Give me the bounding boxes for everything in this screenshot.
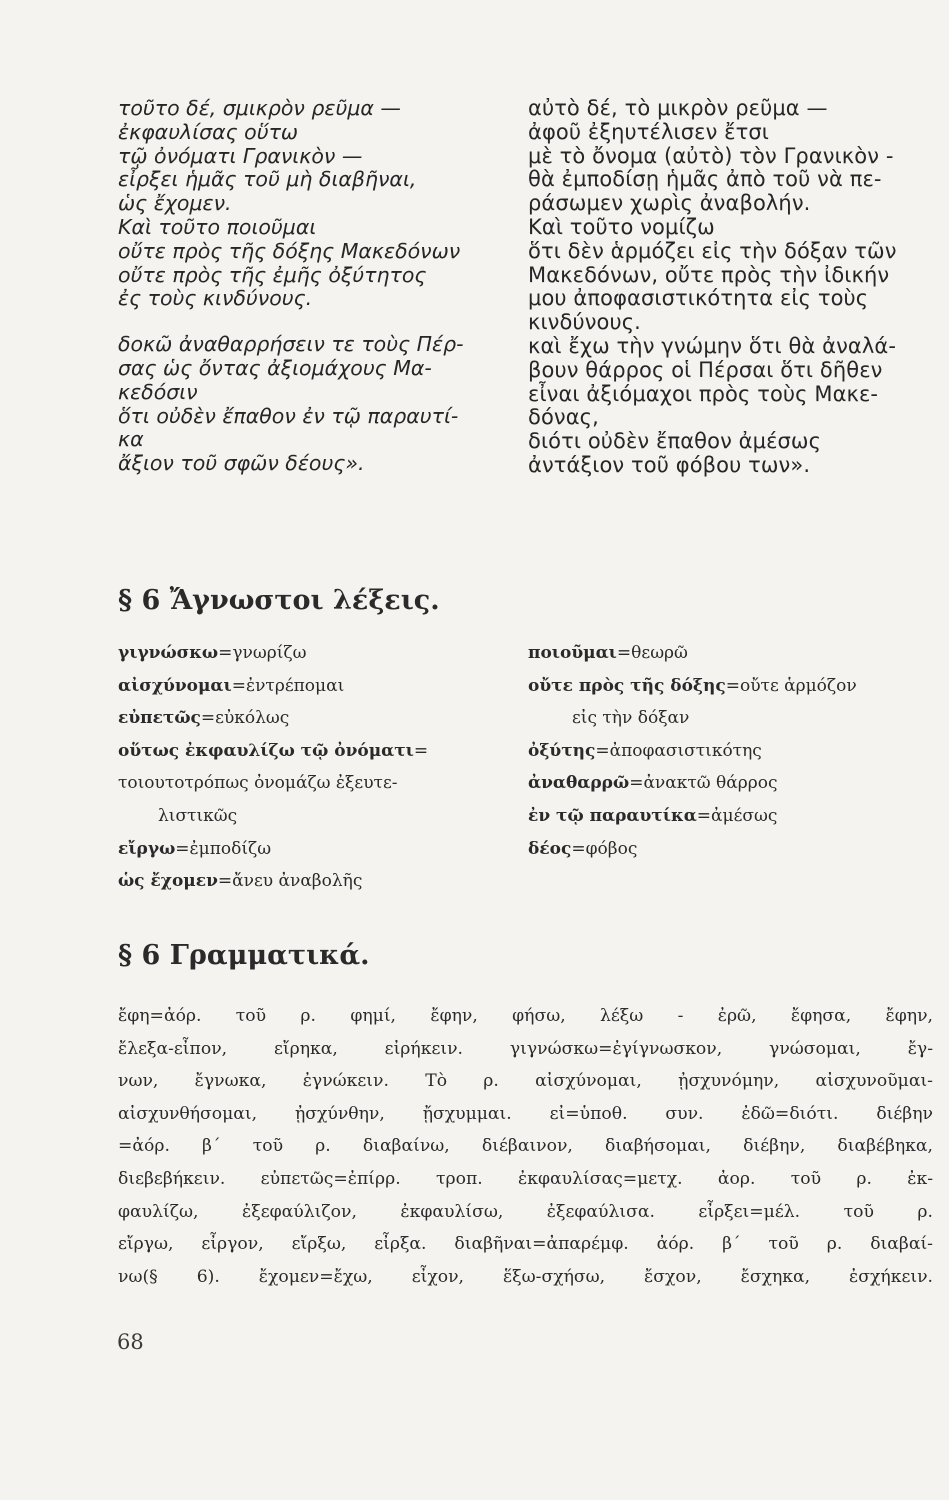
vocabulary-word: αἰσχύνομαι [118, 675, 232, 696]
text-line: κινδύνους. [528, 310, 641, 335]
vocabulary-entry [118, 865, 518, 898]
blank-line [118, 311, 518, 333]
equals-sign: = [595, 740, 610, 761]
equals-sign: = [231, 675, 246, 696]
text-line: δόνας, [528, 405, 599, 430]
vocabulary-word: ἐν τῷ παραυτίκα [528, 805, 697, 826]
vocabulary-entry [528, 735, 948, 768]
equals-sign: = [571, 838, 586, 859]
equals-sign: = [217, 871, 233, 892]
vocabulary-meaning: ἄνευ ἀναβολῆς [232, 871, 363, 892]
vocabulary-meaning: ἐμποδίζω [189, 838, 272, 859]
grammar-line: φαυλίζω, ἐξεφαύλιζον, ἐκφαυλίσω, ἐξεφαύλισα. εἶρξει=μέλ. τοῦ ρ. [118, 1201, 933, 1222]
vocabulary-meaning: ἀποφασιστικότης [609, 740, 762, 761]
equals-sign: = [218, 643, 233, 663]
grammar-line: εἴργω, εἶργον, εἴρξω, εἶρξα. διαβῆναι=ἀπαρέμφ. ἀόρ. β΄ τοῦ ρ. διαβαί- [118, 1234, 933, 1255]
equals-sign: = [200, 708, 216, 729]
vocabulary-word: ποιοῦμαι [528, 643, 617, 663]
text-line: σας ὡς ὄντας ἀξιομάχους Μα- [118, 355, 432, 380]
page-number: 68 [117, 1330, 144, 1354]
text-line: μου ἀποφασιστικότητα εἰς τοὺς [528, 286, 869, 311]
text-line: ἀφοῦ ἐξηυτέλισεν ἔτσι [528, 119, 769, 144]
equals-sign: = [629, 773, 644, 794]
vocabulary-meaning: γνωρίζω [232, 643, 307, 663]
equals-sign: = [413, 740, 429, 761]
vocabulary-entry [118, 637, 518, 670]
vocabulary-entry [528, 800, 948, 833]
grammar-line: αἰσχυνθήσομαι, ᾐσχύνθην, ᾔσχυμμαι. εἰ=ὑποθ. συν. ἐδῶ=διότι. διέβην [118, 1103, 933, 1124]
text-line: εἶναι ἀξιόμαχοι πρὸς τοὺς Μακε- [528, 381, 879, 406]
text-line: Μακεδόνων, οὔτε πρὸς τὴν ἰδικήν [528, 262, 890, 287]
vocabulary-word: οὔτε πρὸς τῆς δόξης [528, 675, 726, 696]
text-line: τοῦτο δέ, σμικρὸν ρεῦμα — [118, 96, 401, 120]
text-line: κα [118, 427, 144, 452]
vocabulary-entry [118, 800, 518, 833]
vocabulary-meaning: λιστικῶς [158, 805, 238, 826]
text-line: ἀντάξιον τοῦ φόβου των». [528, 452, 811, 477]
equals-sign: = [175, 838, 190, 859]
grammar-line: νω(§ 6). ἔχομεν=ἔχω, εἶχον, ἕξω-σχήσω, ἔσχον, ἔσχηκα, ἐσχήκειν. [118, 1266, 933, 1287]
vocabulary-entry [528, 702, 948, 735]
text-line: ράσωμεν χωρὶς ἀναβολήν. [528, 191, 811, 216]
vocabulary-entry [118, 670, 518, 703]
text-line: βουν θάρρος οἱ Πέρσαι ὅτι δῆθεν [528, 357, 883, 382]
vocabulary-meaning: ἐντρέπομαι [245, 675, 345, 696]
vocabulary-entry [118, 833, 518, 866]
text-line: διότι οὐδὲν ἔπαθον ἀμέσως [528, 429, 822, 454]
grammar-line: νων, ἔγνωκα, ἐγνώκειν. Τὸ ρ. αἰσχύνομαι, ᾐσχυνόμην, αἰσχυνοῦμαι- [118, 1071, 933, 1092]
vocabulary-left-column [118, 637, 518, 898]
grammar-line: ἔφη=ἀόρ. τοῦ ρ. φημί, ἔφην, φήσω, λέξω - ἐρῶ, ἔφησα, ἔφην, [118, 1006, 933, 1026]
modern-translation-column [528, 97, 948, 478]
text-line: θὰ ἐμποδίσῃ ἡμᾶς ἀπὸ τοῦ νὰ πε- [528, 167, 882, 192]
text-line: δοκῶ ἀναθαρρήσειν τε τοὺς Πέρ- [118, 332, 464, 357]
text-line: τῷ ὀνόματι Γρανικὸν — [118, 143, 363, 168]
text-line: εἶρξει ἡμᾶς τοῦ μὴ διαβῆναι, [118, 167, 417, 192]
vocabulary-meaning: εἰς τὴν δόξαν [572, 708, 690, 729]
equals-sign: = [696, 805, 712, 826]
text-line: κεδόσιν [118, 379, 198, 404]
vocabulary-word: δέος [528, 838, 572, 859]
grammar-heading: § 6 Γραμματικά. [118, 940, 370, 971]
vocabulary-meaning: ἀμέσως [711, 805, 778, 826]
vocabulary-meaning: θεωρῶ [631, 643, 688, 663]
vocabulary-entry [528, 833, 948, 866]
vocabulary-word: ἀναθαρρῶ [528, 773, 630, 794]
text-line: Καὶ τοῦτο νομίζω [528, 214, 715, 239]
vocabulary-entry [528, 767, 948, 800]
vocabulary-meaning: φόβος [585, 838, 638, 859]
vocabulary-word: γιγνώσκω [118, 643, 219, 663]
vocabulary-meaning: εὐκόλως [215, 708, 290, 729]
vocabulary-word: ὡς ἔχομεν [118, 871, 218, 892]
equals-sign: = [616, 643, 632, 663]
text-line: ἐκφαυλίσας οὕτω [118, 119, 299, 144]
grammar-line: διεβεβήκειν. εὐπετῶς=ἐπίρρ. τροπ. ἐκφαυλίσας=μετχ. ἀορ. τοῦ ρ. ἐκ- [118, 1168, 933, 1189]
text-line: ὅτι οὐδὲν ἔπαθον ἐν τῷ παραυτί- [118, 403, 459, 428]
vocabulary-word: εἴργω [118, 838, 176, 859]
text-line: οὔτε πρὸς τῆς ἐμῆς ὀξύτητος [118, 262, 427, 287]
vocabulary-heading: § 6 Ἄγνωστοι λέξεις. [118, 585, 440, 616]
vocabulary-meaning: τοιουτοτρόπως ὀνομάζω ἐξευτε- [118, 773, 398, 794]
vocabulary-meaning: ἀνακτῶ θάρρος [643, 773, 778, 794]
grammar-line: ἔλεξα-εἶπον, εἴρηκα, εἰρήκειν. γιγνώσκω=ἐγίγνωσκον, γνώσομαι, ἔγ- [118, 1038, 933, 1059]
vocabulary-entry [118, 735, 518, 768]
vocabulary-word: ὀξύτης [528, 740, 596, 761]
ancient-text-column [118, 97, 518, 476]
text-line: οὔτε πρὸς τῆς δόξης Μακεδόνων [118, 238, 461, 263]
text-line: ὡς ἔχομεν. [118, 191, 232, 216]
vocabulary-meaning: οὔτε ἁρμόζον [739, 675, 857, 696]
text-line: Καὶ τοῦτο ποιοῦμαι [118, 214, 317, 239]
grammar-paragraph [118, 1000, 933, 1293]
text-line: ὅτι δὲν ἁρμόζει εἰς τὴν δόξαν τῶν [528, 238, 897, 263]
vocabulary-entry [528, 670, 948, 703]
text-line: ἄξιον τοῦ σφῶν δέους». [118, 451, 365, 476]
text-line: ἐς τοὺς κινδύνους. [118, 286, 313, 311]
vocabulary-word: εὐπετῶς [118, 708, 201, 729]
text-line: καὶ ἔχω τὴν γνώμην ὅτι θὰ ἀναλά- [528, 333, 897, 358]
grammar-line: =ἀόρ. β΄ τοῦ ρ. διαβαίνω, διέβαινον, διαβήσομαι, διέβην, διαβέβηκα, [118, 1136, 933, 1157]
vocabulary-right-column [528, 637, 948, 865]
vocabulary-entry [118, 767, 518, 800]
vocabulary-entry [118, 702, 518, 735]
vocabulary-word: οὕτως ἐκφαυλίζω τῷ ὀνόματι [118, 740, 414, 761]
text-line: μὲ τὸ ὄνομα (αὐτὸ) τὸν Γρανικὸν - [528, 143, 894, 168]
equals-sign: = [725, 675, 740, 696]
text-line: αὐτὸ δέ, τὸ μικρὸν ρεῦμα — [528, 96, 828, 120]
vocabulary-entry [528, 637, 948, 670]
